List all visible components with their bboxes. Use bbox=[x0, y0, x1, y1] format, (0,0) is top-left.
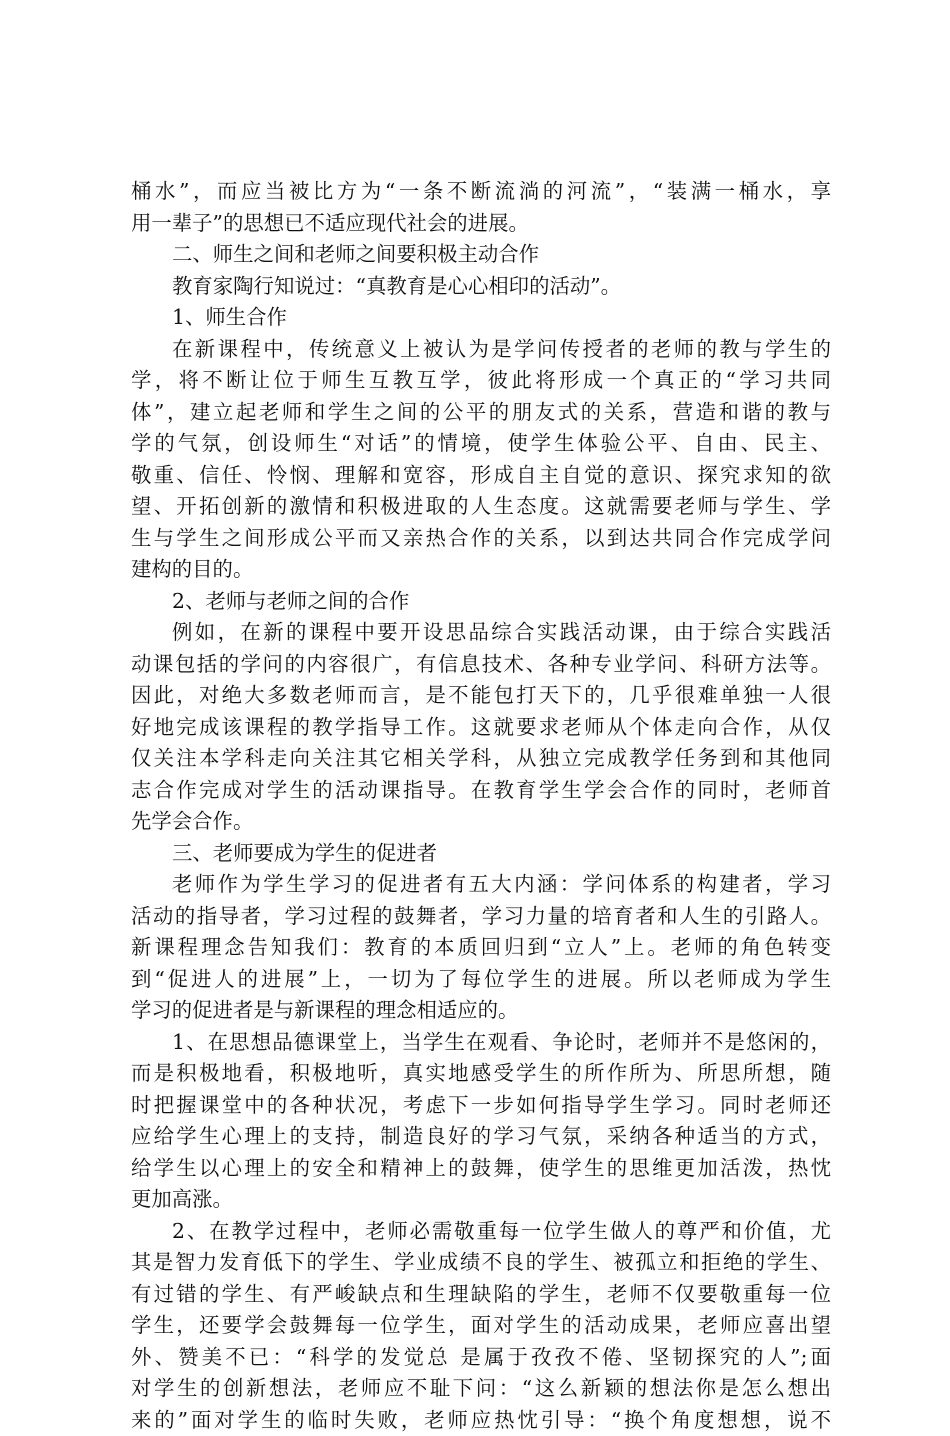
text-line: 1、在思想品德课堂上，当学生在观看、争论时，老师并不是悠闲的， bbox=[131, 1027, 831, 1059]
text-line: 生与学生之间形成公平而又亲热合作的关系，以到达共同合作完成学问 bbox=[131, 523, 831, 555]
text-line: 对学生的创新想法，老师应不耻下问：“这么新颖的想法你是怎么想出 bbox=[131, 1373, 831, 1405]
text-line: 用一辈子”的思想已不适应现代社会的进展。 bbox=[131, 208, 831, 240]
text-line: 体”，建立起老师和学生之间的公平的朋友式的关系，营造和谐的教与 bbox=[131, 397, 831, 429]
text-line: 例如，在新的课程中要开设思品综合实践活动课，由于综合实践活 bbox=[131, 617, 831, 649]
text-line: 应给学生心理上的支持，制造良好的学习气氛，采纳各种适当的方式， bbox=[131, 1121, 831, 1153]
text-line: 志合作完成对学生的活动课指导。在教育学生学会合作的同时，老师首 bbox=[131, 775, 831, 807]
text-line: 仅关注本学科走向关注其它相关学科，从独立完成教学任务到和其他同 bbox=[131, 743, 831, 775]
text-line: 有过错的学生、有严峻缺点和生理缺陷的学生，老师不仅要敬重每一位 bbox=[131, 1279, 831, 1311]
text-line: 因此，对绝大多数老师而言，是不能包打天下的，几乎很难单独一人很 bbox=[131, 680, 831, 712]
text-line: 动课包括的学问的内容很广，有信息技术、各种专业学问、科研方法等。 bbox=[131, 649, 831, 681]
text-line: 学，将不断让位于师生互教互学，彼此将形成一个真正的“学习共同 bbox=[131, 365, 831, 397]
text-line: 在新课程中，传统意义上被认为是学问传授者的老师的教与学生的 bbox=[131, 334, 831, 366]
text-line: 新课程理念告知我们：教育的本质回归到“立人”上。老师的角色转变 bbox=[131, 932, 831, 964]
text-line: 望、开拓创新的激情和积极进取的人生态度。这就需要老师与学生、学 bbox=[131, 491, 831, 523]
document-body bbox=[131, 176, 831, 1436]
text-line: 1、师生合作 bbox=[131, 302, 831, 334]
text-line: 敬重、信任、怜悯、理解和宽容，形成自主自觉的意识、探究求知的欲 bbox=[131, 460, 831, 492]
text-line: 活动的指导者，学习过程的鼓舞者，学习力量的培育者和人生的引路人。 bbox=[131, 901, 831, 933]
text-line: 先学会合作。 bbox=[131, 806, 831, 838]
text-line: 桶水”，而应当被比方为“一条不断流淌的河流”，“装满一桶水，享 bbox=[131, 176, 831, 208]
text-line: 学习的促进者是与新课程的理念相适应的。 bbox=[131, 995, 831, 1027]
text-line: 更加高涨。 bbox=[131, 1184, 831, 1216]
text-line: 建构的目的。 bbox=[131, 554, 831, 586]
text-line: 其是智力发育低下的学生、学业成绩不良的学生、被孤立和拒绝的学生、 bbox=[131, 1247, 831, 1279]
text-line: 到“促进人的进展”上，一切为了每位学生的进展。所以老师成为学生 bbox=[131, 964, 831, 996]
text-line: 2、在教学过程中，老师必需敬重每一位学生做人的尊严和价值，尤 bbox=[131, 1216, 831, 1248]
text-line: 二、师生之间和老师之间要积极主动合作 bbox=[131, 239, 831, 271]
text-line: 好地完成该课程的教学指导工作。这就要求老师从个体走向合作，从仅 bbox=[131, 712, 831, 744]
text-line: 学的气氛，创设师生“对话”的情境，使学生体验公平、自由、民主、 bbox=[131, 428, 831, 460]
text-line: 而是积极地看，积极地听，真实地感受学生的所作所为、所思所想，随 bbox=[131, 1058, 831, 1090]
text-line: 时把握课堂中的各种状况，考虑下一步如何指导学生学习。同时老师还 bbox=[131, 1090, 831, 1122]
text-line: 来的”面对学生的临时失败，老师应热忱引导：“换个角度想想，说不 bbox=[131, 1405, 831, 1436]
text-line: 教育家陶行知说过：“真教育是心心相印的活动”。 bbox=[131, 271, 831, 303]
text-line: 2、老师与老师之间的合作 bbox=[131, 586, 831, 618]
text-line: 老师作为学生学习的促进者有五大内涵：学问体系的构建者，学习 bbox=[131, 869, 831, 901]
text-line: 学生，还要学会鼓舞每一位学生，面对学生的活动成果，老师应喜出望 bbox=[131, 1310, 831, 1342]
text-line: 外、赞美不已：“科学的发觉总 是属于孜孜不倦、坚韧探究的人”;面 bbox=[131, 1342, 831, 1374]
text-line: 给学生以心理上的安全和精神上的鼓舞，使学生的思维更加活泼，热忱 bbox=[131, 1153, 831, 1185]
text-line: 三、老师要成为学生的促进者 bbox=[131, 838, 831, 870]
